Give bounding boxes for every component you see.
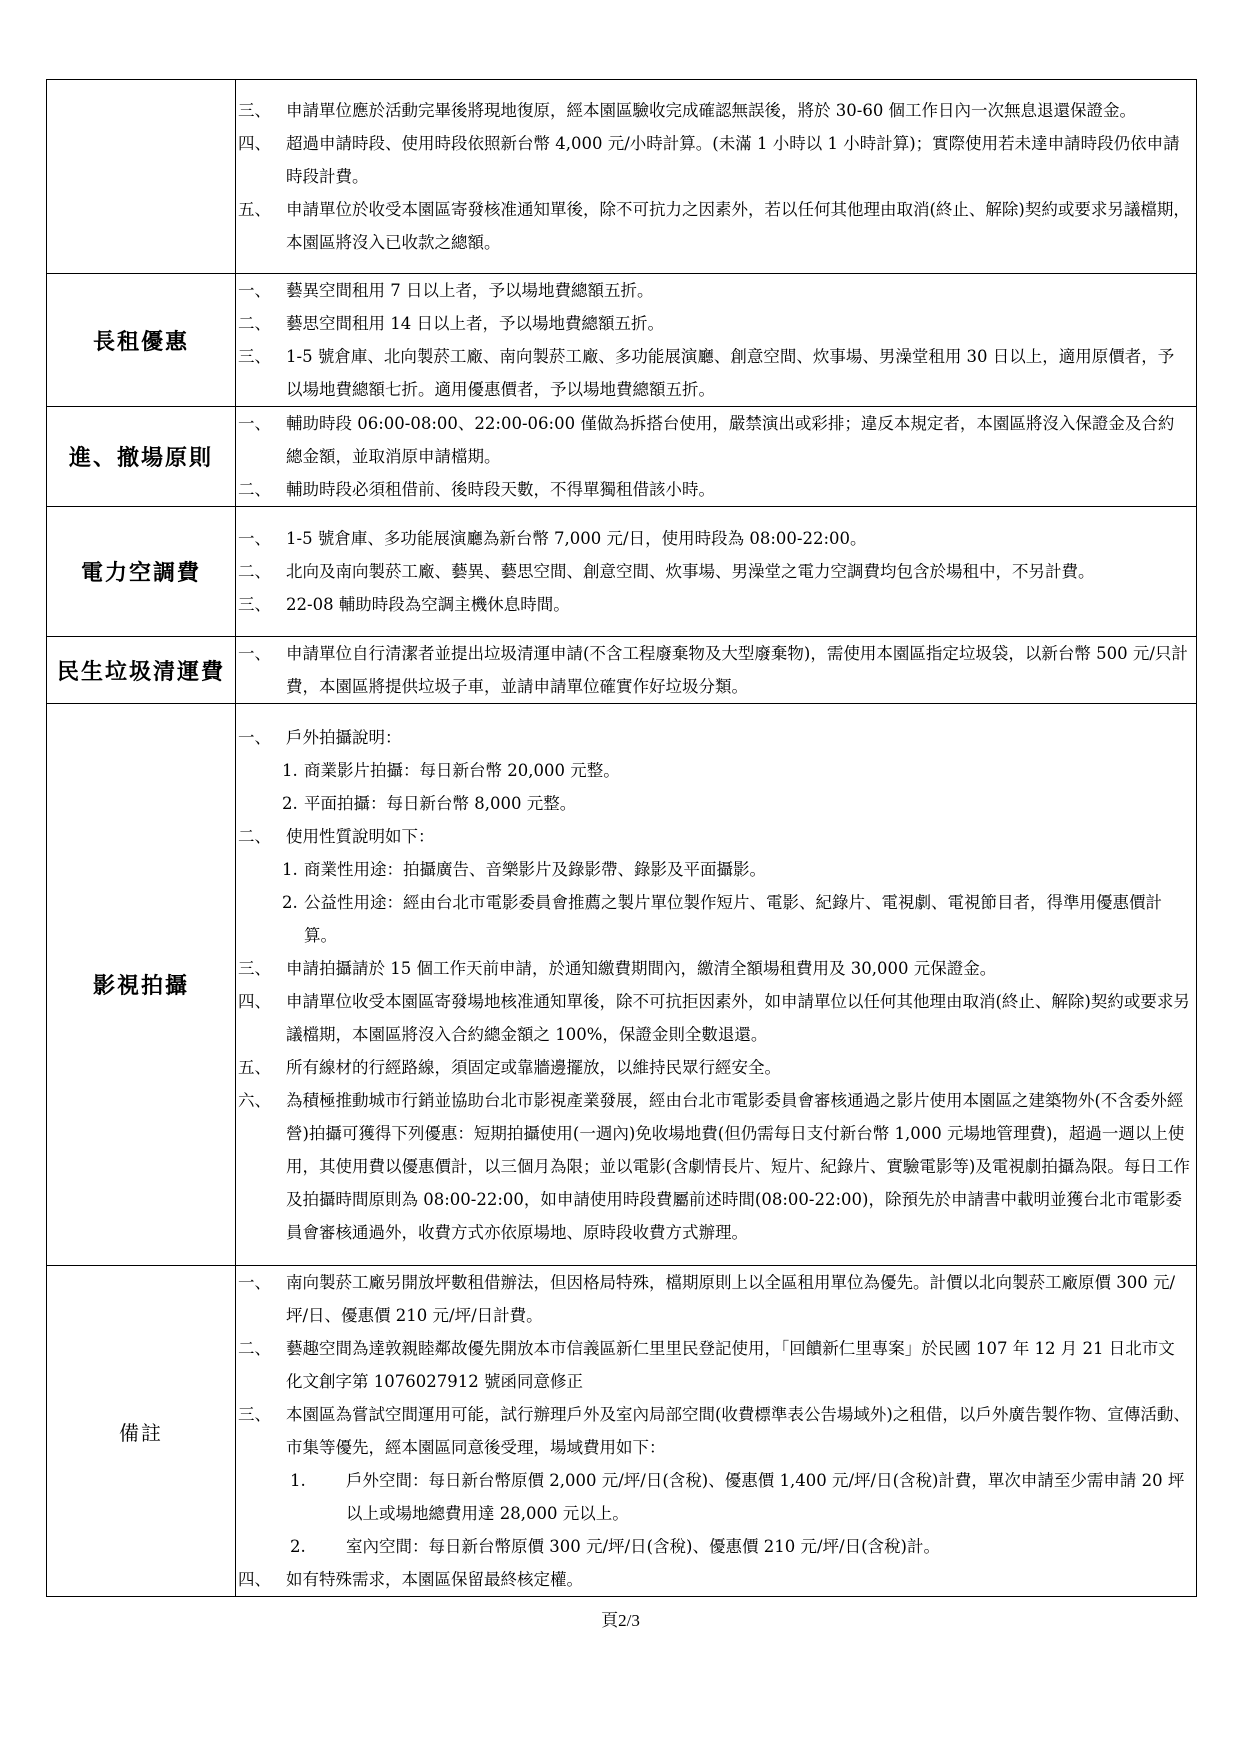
sub-item-number: 2. [290, 1537, 306, 1556]
list-item [238, 721, 1190, 754]
row-content [236, 637, 1197, 704]
row-content [236, 407, 1197, 507]
item-text: 1-5 號倉庫、北向製菸工廠、南向製菸工廠、多功能展演廳、創意空間、炊事場、男澡堂租用 30 日以上，適用原價者，予以場地費總額七折。適用優惠價者，予以場地費總額五折。 [286, 347, 1175, 399]
item-text: 申請單位於收受本園區寄發核准通知單後，除不可抗力之因素外，若以任何其他理由取消(終止、解除)契約或要求另議檔期，本園區將沒入已收款之總額。 [286, 200, 1190, 252]
item-text: 輔助時段 06:00-08:00、22:00-06:00 僅做為拆搭台使用，嚴禁演出或彩排；違反本規定者，本園區將沒入保證金及合約總金額，並取消原申請檔期。 [286, 414, 1175, 466]
row-label-film-shooting: 影視拍攝 [47, 704, 236, 1266]
list-item [238, 407, 1190, 473]
sub-item [238, 1530, 1190, 1563]
row-content [236, 274, 1197, 407]
sub-item-text: 戶外空間：每日新台幣原價 2,000 元/坪/日(含稅)、優惠價 1,400 元/坪/日(含稅)計費，單次申請至少需申請 20 坪以上或場地總費用達 28,000 元以上。 [346, 1471, 1185, 1523]
item-number: 三、 [238, 1405, 271, 1424]
item-text: 申請單位自行清潔者並提出垃圾清運申請(不含工程廢棄物及大型廢棄物)，需使用本園區指定垃圾袋，以新台幣 500 元/只計費，本園區將提供垃圾子車，並請申請單位確實作好垃圾分類。 [286, 644, 1188, 696]
item-text: 22-08 輔助時段為空調主機休息時間。 [286, 595, 570, 614]
item-text: 藝思空間租用 14 日以上者，予以場地費總額五折。 [286, 314, 664, 333]
list-item [238, 952, 1190, 985]
item-number: 一、 [238, 529, 271, 548]
item-text: 藝異空間租用 7 日以上者，予以場地費總額五折。 [286, 281, 654, 300]
item-number: 五、 [238, 200, 271, 219]
item-text: 1-5 號倉庫、多功能展演廳為新台幣 7,000 元/日，使用時段為 08:00-22:00。 [286, 529, 867, 548]
table-row-continued [47, 80, 1197, 274]
table-row-remarks [47, 1266, 1197, 1597]
item-number: 一、 [238, 727, 271, 747]
item-number: 一、 [238, 644, 271, 663]
list-item [238, 1398, 1190, 1464]
row-label-power-ac: 電力空調費 [47, 507, 236, 637]
sub-item-number: 2. [282, 892, 298, 912]
row-content [236, 80, 1197, 274]
sub-item-text: 商業性用途：拍攝廣告、音樂影片及錄影帶、錄影及平面攝影。 [304, 859, 766, 879]
list-item [238, 555, 1190, 588]
item-number: 六、 [238, 1090, 271, 1110]
sub-item [238, 886, 1190, 952]
list-item [238, 820, 1190, 853]
sub-item-number: 1. [282, 859, 298, 879]
item-number: 四、 [238, 134, 271, 153]
item-text: 本園區為嘗試空間運用可能，試行辦理戶外及室內局部空間(收費標準表公告場域外)之租借，以戶外廣告製作物、宣傳活動、市集等優先，經本園區同意後受理，場域費用如下： [286, 1405, 1190, 1457]
table-row-garbage-fee [47, 637, 1197, 704]
list-item [238, 127, 1190, 193]
list-item [238, 473, 1190, 506]
row-label-garbage-fee: 民生垃圾清運費 [47, 637, 236, 704]
item-text: 使用性質說明如下： [286, 826, 435, 846]
item-text: 為積極推動城市行銷並協助台北市影視產業發展，經由台北市電影委員會審核通過之影片使用本園區之建築物外(不含委外經營)拍攝可獲得下列優惠：短期拍攝使用(一週內)免收場地費(但仍需每日支付新台幣 1,000 元場地管理費)，超過一週以上使用，其使用費以優惠價計，以三個月為限；並以電影(含劇情長片、短片、紀錄片、實驗電影等)及電視劇拍攝為限。每日工作及拍攝時間原則為 08:00-22:00，如申請使用時段費屬前述時間(08:00-22:00)，除預先於申請書中載明並獲台北市電影委員會審核通過外，收費方式亦依原場地、原時段收費方式辦理。 [286, 1090, 1190, 1242]
item-text: 超過申請時段、使用時段依照新台幣 4,000 元/小時計算。(未滿 1 小時以 1 小時計算)；實際使用若未達申請時段仍依申請時段計費。 [286, 134, 1180, 186]
item-text: 戶外拍攝說明： [286, 727, 402, 747]
sub-item-text: 室內空間：每日新台幣原價 300 元/坪/日(含稅)、優惠價 210 元/坪/日(含稅)計。 [346, 1537, 940, 1556]
item-number: 五、 [238, 1057, 271, 1077]
item-number: 二、 [238, 562, 271, 581]
list-item [238, 193, 1190, 259]
row-label-move-in-out: 進、撤場原則 [47, 407, 236, 507]
row-label-remarks: 備註 [47, 1266, 236, 1597]
table-row-move-in-out [47, 407, 1197, 507]
sub-item [238, 787, 1190, 820]
list-item [238, 522, 1190, 555]
item-number: 一、 [238, 281, 271, 300]
item-number: 二、 [238, 1339, 271, 1358]
sub-item-text: 商業影片拍攝：每日新台幣 20,000 元整。 [304, 760, 620, 780]
list-item [238, 588, 1190, 621]
item-text: 申請拍攝請於 15 個工作天前申請，於通知繳費期間內，繳清全額場租費用及 30,000 元保證金。 [286, 958, 997, 978]
list-item [238, 1051, 1190, 1084]
item-number: 一、 [238, 1273, 271, 1292]
sub-item-text: 公益性用途：經由台北市電影委員會推薦之製片單位製作短片、電影、紀錄片、電視劇、電視節目者，得準用優惠價計算。 [304, 892, 1162, 945]
item-text: 輔助時段必須租借前、後時段天數，不得單獨租借該小時。 [286, 480, 715, 499]
list-item [238, 985, 1190, 1051]
item-number: 四、 [238, 1570, 271, 1589]
page-number: 頁2/3 [601, 1611, 640, 1630]
row-label-empty [47, 80, 236, 274]
list-item [238, 340, 1190, 406]
item-text: 藝趣空間為達敦親睦鄰故優先開放本市信義區新仁里里民登記使用，「回饋新仁里專案」於民國 107 年 12 月 21 日北市文化文創字第 1076027912 號函同意修正 [286, 1339, 1175, 1391]
fee-rules-table [46, 79, 1197, 1597]
item-number: 三、 [238, 595, 271, 614]
sub-item-number: 1. [290, 1471, 306, 1490]
table-row-film-shooting [47, 704, 1197, 1266]
item-text: 所有線材的行經路線，須固定或靠牆邊擺放，以維持民眾行經安全。 [286, 1057, 781, 1077]
sub-item [238, 754, 1190, 787]
sub-item [238, 1464, 1190, 1530]
item-number: 四、 [238, 991, 271, 1011]
item-number: 三、 [238, 101, 271, 120]
sub-item-text: 平面拍攝：每日新台幣 8,000 元整。 [304, 793, 577, 813]
list-item [238, 1084, 1190, 1249]
list-item [238, 94, 1190, 127]
list-item [238, 274, 1190, 307]
item-number: 二、 [238, 826, 271, 846]
item-text: 申請單位應於活動完畢後將現地復原，經本園區驗收完成確認無誤後，將於 30-60 個工作日內一次無息退還保證金。 [286, 101, 1137, 120]
list-item [238, 637, 1190, 703]
sub-item-number: 1. [282, 760, 298, 780]
row-content [236, 507, 1197, 637]
sub-item [238, 853, 1190, 886]
table-row-power-ac [47, 507, 1197, 637]
item-number: 一、 [238, 414, 271, 433]
item-number: 二、 [238, 480, 271, 499]
item-number: 三、 [238, 347, 271, 366]
item-number: 三、 [238, 958, 271, 978]
item-text: 南向製菸工廠另開放坪數租借辦法，但因格局特殊，檔期原則上以全區租用單位為優先。計價以北向製菸工廠原價 300 元/坪/日、優惠價 210 元/坪/日計費。 [286, 1273, 1176, 1325]
row-content [236, 704, 1197, 1266]
item-number: 二、 [238, 314, 271, 333]
row-label-long-term-discount: 長租優惠 [47, 274, 236, 407]
list-item [238, 1266, 1190, 1332]
item-text: 北向及南向製菸工廠、藝異、藝思空間、創意空間、炊事場、男澡堂之電力空調費均包含於場租中，不另計費。 [286, 562, 1095, 581]
table-row-long-term-discount [47, 274, 1197, 407]
list-item [238, 307, 1190, 340]
list-item [238, 1332, 1190, 1398]
sub-item-number: 2. [282, 793, 298, 813]
list-item [238, 1563, 1190, 1596]
row-content [236, 1266, 1197, 1597]
item-text: 如有特殊需求，本園區保留最終核定權。 [286, 1570, 583, 1589]
item-text: 申請單位收受本園區寄發場地核准通知單後，除不可抗拒因素外，如申請單位以任何其他理由取消(終止、解除)契約或要求另議檔期，本園區將沒入合約總金額之 100%，保證金則全數退還。 [286, 991, 1190, 1044]
